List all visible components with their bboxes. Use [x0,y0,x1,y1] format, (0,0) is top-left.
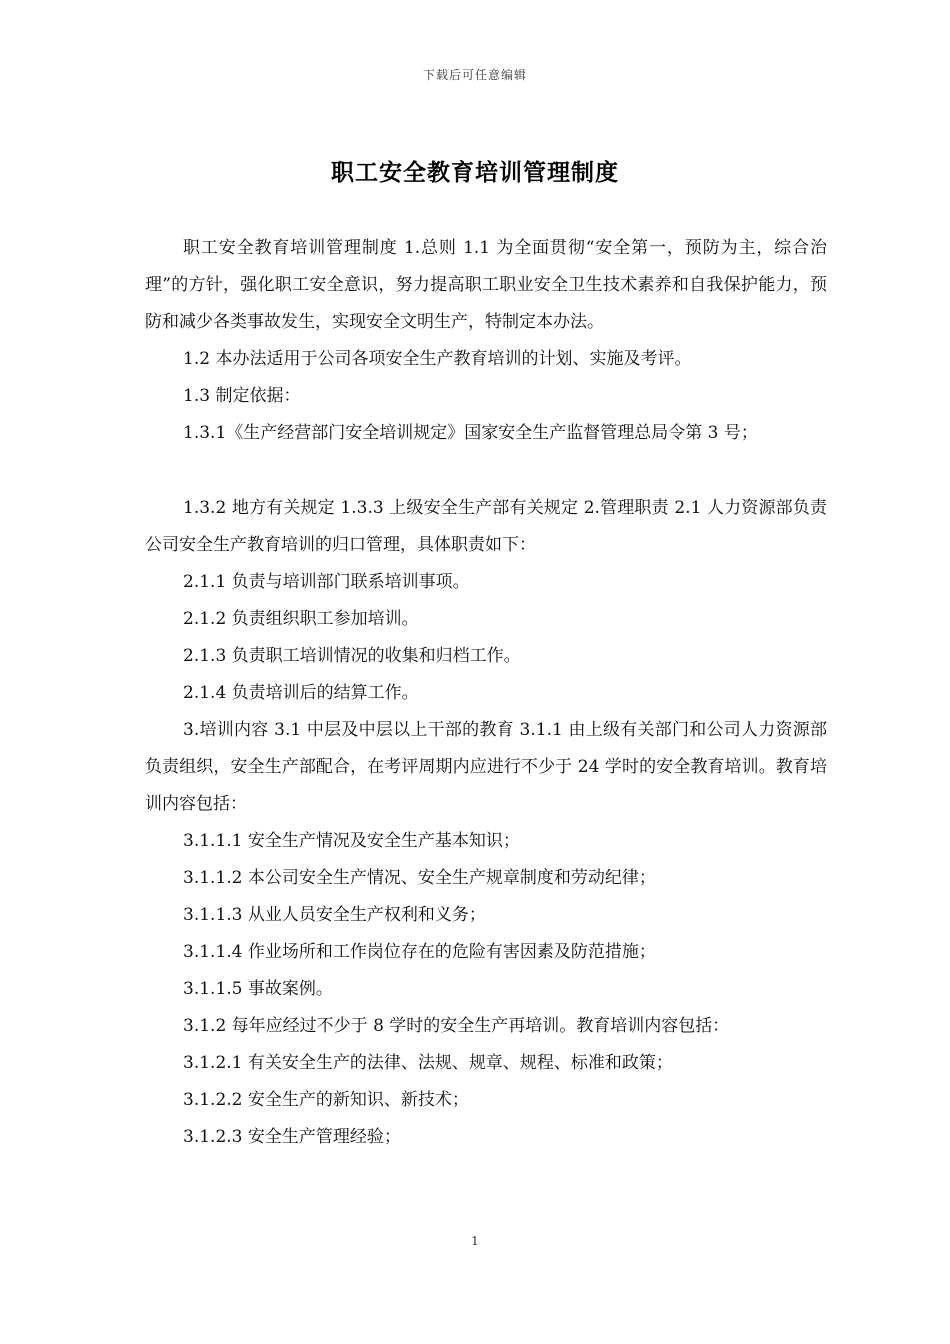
paragraph-content-1: 3.1.1.1 安全生产情况及安全生产基本知识； [183,831,520,851]
paragraph-basis-1: 1.3.1《生产经营部门安全培训规定》国家安全生产监督管理总局令第 3 号； [183,423,758,443]
paragraph-retraining-3: 3.1.2.3 安全生产管理经验； [183,1127,401,1147]
paragraph-general: 职工安全教育培训管理制度 1.总则 1.1 为全面贯彻“安全第一，预防为主，综合治理”的方针，强化职工安全意识，努力提高职工职业安全卫生技术素养和自我保护能力，预防和减少各类事故发生，实现安全文明生产，特制定本办法。 [145,238,827,332]
paragraph-retraining: 3.1.2 每年应经过不少于 8 学时的安全生产再培训。教育培训内容包括： [183,1016,730,1036]
paragraph-basis: 1.3 制定依据： [183,386,301,406]
page-number: 1 [471,1234,479,1248]
paragraph-content-3: 3.1.1.3 从业人员安全生产权利和义务； [183,905,486,925]
paragraph-content-5: 3.1.1.5 事故案例。 [183,979,333,999]
paragraph-duty-4: 2.1.4 负责培训后的结算工作。 [183,683,419,703]
paragraph-retraining-1: 3.1.2.1 有关安全生产的法律、法规、规章、规程、标准和政策； [183,1053,673,1073]
document-body [145,230,827,1156]
paragraph-duty-3: 2.1.3 负责职工培训情况的收集和归档工作。 [183,646,521,666]
paragraph-training-content: 3.培训内容 3.1 中层及中层以上干部的教育 3.1.1 由上级有关部门和公司人力资源部负责组织，安全生产部配合，在考评周期内应进行不少于 24 学时的安全教育培训。教育培训内容包括： [145,720,827,814]
paragraph-duty-2: 2.1.2 负责组织职工参加培训。 [183,609,419,629]
header-note: 下载后可任意编辑 [422,68,527,82]
paragraph-scope: 1.2 本办法适用于公司各项安全生产教育培训的计划、实施及考评。 [183,349,692,369]
paragraph-responsibilities: 1.3.2 地方有关规定 1.3.3 上级安全生产部有关规定 2.管理职责 2.1 人力资源部负责公司安全生产教育培训的归口管理，具体职责如下： [145,498,827,555]
document-title: 职工安全教育培训管理制度 [331,159,619,186]
paragraph-content-4: 3.1.1.4 作业场所和工作岗位存在的危险有害因素及防范措施； [183,942,656,962]
paragraph-content-2: 3.1.1.2 本公司安全生产情况、安全生产规章制度和劳动纪律； [183,868,656,888]
paragraph-duty-1: 2.1.1 负责与培训部门联系培训事项。 [183,572,470,592]
paragraph-gap [145,452,827,490]
paragraph-retraining-2: 3.1.2.2 安全生产的新知识、新技术； [183,1090,469,1110]
